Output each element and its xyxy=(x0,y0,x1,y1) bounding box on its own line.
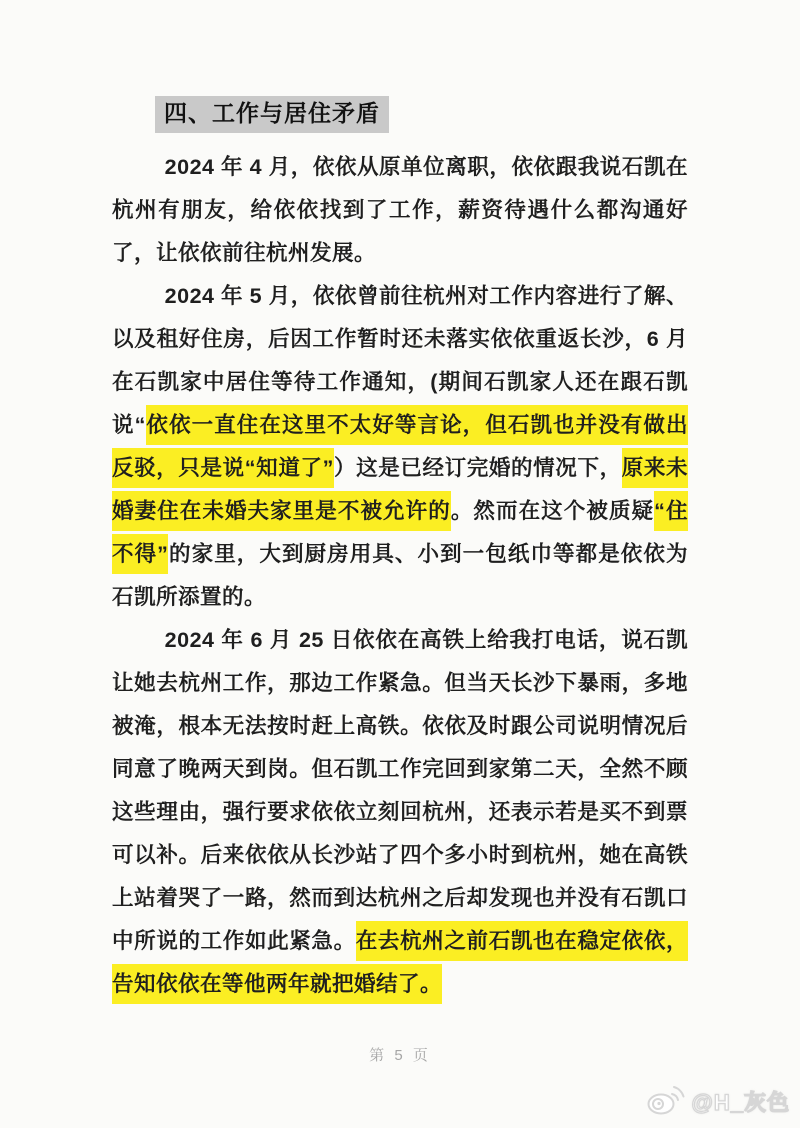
highlighted-text-segment: 原来未婚妻住在未婚夫家里是不被允许的 xyxy=(112,448,688,531)
text-segment: 2024 年 4 月，依依从原单位离职，依依跟我说石凯在杭州有朋友，给依依找到了工作，薪资待遇什么都沟通好了，让依依前往杭州发展。 xyxy=(112,154,688,265)
text-segment: 2024 年 5 月，依依曾前往杭州对工作内容进行了解、以及租好住房，后因工作暂时还未落实依依重返长沙，6 月在石凯家中居住等待工作通知，(期间石凯家人还在跟石凯说“ xyxy=(112,283,688,437)
highlighted-text-segment: “住不得” xyxy=(112,491,688,574)
weibo-logo-icon xyxy=(646,1082,686,1121)
paragraph xyxy=(112,146,688,275)
text-segment: 。然而在这个被质疑 xyxy=(450,498,655,523)
paragraph xyxy=(112,619,688,1006)
paragraph xyxy=(112,275,688,619)
watermark xyxy=(646,1082,790,1121)
text-segment: 的家里，大到厨房用具、小到一包纸巾等都是依依为石凯所添置的。 xyxy=(112,541,688,609)
watermark-username: @H_灰色 xyxy=(691,1090,790,1115)
document-content xyxy=(112,96,688,1006)
highlighted-text-segment: 依依一直住在这里不太好等言论，但石凯也并没有做出反驳，只是说“知道了” xyxy=(112,405,688,488)
document-body xyxy=(112,146,688,1006)
page-number: 第 5 页 xyxy=(369,1047,431,1064)
section-heading: 四、工作与居住矛盾 xyxy=(155,96,389,133)
text-segment: 2024 年 6 月 25 日依依在高铁上给我打电话，说石凯让她去杭州工作，那边工作紧急。但当天长沙下暴雨，多地被淹，根本无法按时赶上高铁。依依及时跟公司说明情况后同意了晚两天到岗。但石凯工作完回到家第二天，全然不顾这些理由，强行要求依依立刻回杭州，还表示若是买不到票可以补。后来依依从长沙站了四个多小时到杭州，她在高铁上站着哭了一路，然而到达杭州之后却发现也并没有石凯口中所说的工作如此紧急。 xyxy=(112,627,688,953)
text-segment: ）这是已经订完婚的情况下， xyxy=(333,455,622,480)
highlighted-text-segment: 在去杭州之前石凯也在稳定依依，告知依依在等他两年就把婚结了。 xyxy=(112,921,688,1004)
